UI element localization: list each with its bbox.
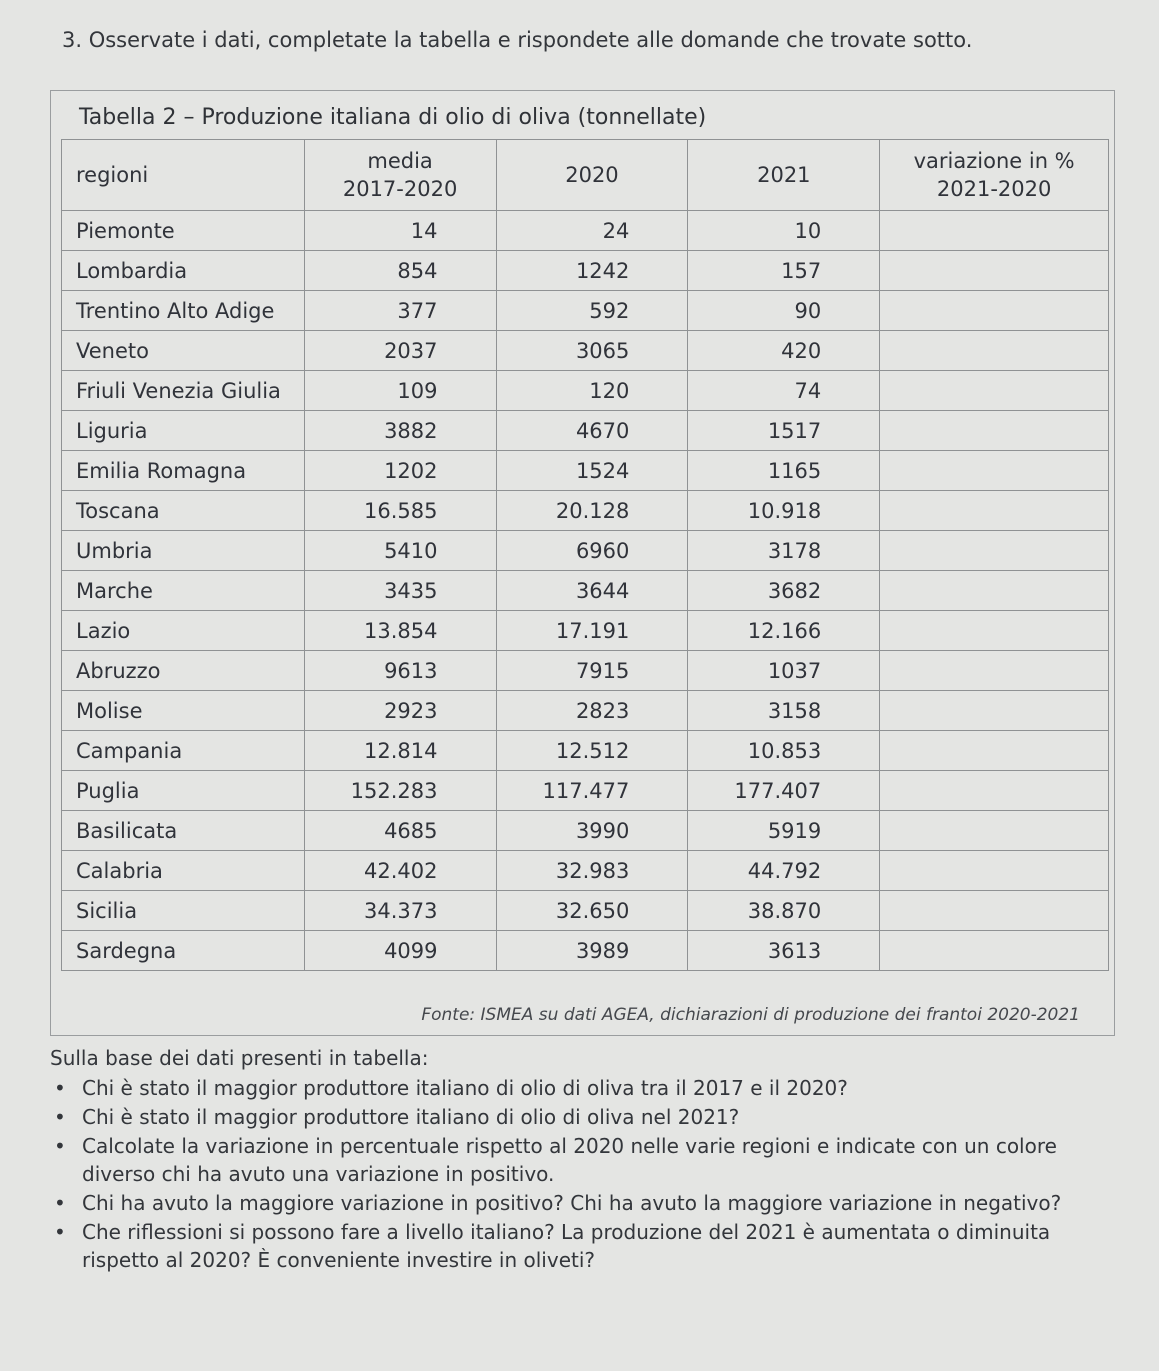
cell-region: Lombardia [62,251,305,291]
cell-2020: 3644 [496,571,688,611]
cell-region: Toscana [62,491,305,531]
cell-variazione[interactable] [880,691,1109,731]
header-media-line1: media [367,149,433,173]
cell-media: 34.373 [304,891,496,931]
cell-media: 1202 [304,451,496,491]
header-2020: 2020 [496,140,688,211]
cell-2020: 24 [496,211,688,251]
cell-region: Veneto [62,331,305,371]
cell-2020: 2823 [496,691,688,731]
cell-2020: 1242 [496,251,688,291]
table-row [62,771,1109,811]
question-text: Calcolate la variazione in percentuale rispetto al 2020 nelle varie regioni e indicate con un colore diverso chi ha avuto una variazione in positivo. [82,1134,1057,1186]
cell-2020: 32.983 [496,851,688,891]
table-sheet [50,90,1115,1036]
cell-2020: 12.512 [496,731,688,771]
cell-2020: 3065 [496,331,688,371]
cell-media: 9613 [304,651,496,691]
cell-region: Marche [62,571,305,611]
cell-variazione[interactable] [880,451,1109,491]
cell-2020: 17.191 [496,611,688,651]
bullet-icon: • [54,1220,66,1244]
header-variazione-line1: variazione in % [913,149,1075,173]
cell-2021: 3178 [688,531,880,571]
table-row [62,651,1109,691]
cell-variazione[interactable] [880,651,1109,691]
bullet-icon: • [54,1105,66,1129]
cell-2021: 1517 [688,411,880,451]
cell-2020: 1524 [496,451,688,491]
cell-media: 3435 [304,571,496,611]
cell-variazione[interactable] [880,371,1109,411]
cell-region: Friuli Venezia Giulia [62,371,305,411]
table-row [62,251,1109,291]
cell-media: 4099 [304,931,496,971]
question-item [54,1189,1110,1217]
cell-variazione[interactable] [880,411,1109,451]
cell-media: 854 [304,251,496,291]
question-item [54,1132,1110,1188]
cell-variazione[interactable] [880,811,1109,851]
cell-variazione[interactable] [880,491,1109,531]
cell-2021: 3158 [688,691,880,731]
bullet-icon: • [54,1134,66,1158]
cell-media: 2923 [304,691,496,731]
cell-region: Molise [62,691,305,731]
cell-region: Umbria [62,531,305,571]
cell-2021: 10 [688,211,880,251]
cell-variazione[interactable] [880,571,1109,611]
table-source: Fonte: ISMEA su dati AGEA, dichiarazioni di produzione dei frantoi 2020-2021 [421,1005,1080,1025]
cell-media: 16.585 [304,491,496,531]
header-media [304,140,496,211]
cell-variazione[interactable] [880,771,1109,811]
cell-2021: 38.870 [688,891,880,931]
questions-intro: Sulla base dei dati presenti in tabella: [50,1046,429,1070]
bullet-icon: • [54,1191,66,1215]
cell-media: 14 [304,211,496,251]
table-row [62,211,1109,251]
table-row [62,851,1109,891]
cell-region: Piemonte [62,211,305,251]
header-2021: 2021 [688,140,880,211]
table-row [62,291,1109,331]
table-row [62,331,1109,371]
cell-media: 3882 [304,411,496,451]
cell-2021: 177.407 [688,771,880,811]
cell-2021: 12.166 [688,611,880,651]
cell-2021: 3682 [688,571,880,611]
cell-2021: 90 [688,291,880,331]
cell-2021: 420 [688,331,880,371]
table-row [62,891,1109,931]
table-body [62,211,1109,971]
cell-2020: 7915 [496,651,688,691]
cell-2020: 117.477 [496,771,688,811]
table-row [62,491,1109,531]
table-row [62,411,1109,451]
question-text: Chi è stato il maggior produttore italiano di olio di oliva tra il 2017 e il 2020? [82,1076,848,1100]
exercise-instruction: 3. Osservate i dati, completate la tabella e rispondete alle domande che trovate sotto. [62,28,973,52]
cell-region: Campania [62,731,305,771]
cell-2020: 3990 [496,811,688,851]
cell-2021: 3613 [688,931,880,971]
cell-2020: 20.128 [496,491,688,531]
cell-variazione[interactable] [880,851,1109,891]
cell-2020: 592 [496,291,688,331]
cell-2020: 32.650 [496,891,688,931]
cell-media: 109 [304,371,496,411]
table-row [62,731,1109,771]
cell-2021: 10.853 [688,731,880,771]
cell-media: 5410 [304,531,496,571]
question-text: Chi è stato il maggior produttore italiano di olio di oliva nel 2021? [82,1105,740,1129]
table-row [62,371,1109,411]
cell-2020: 4670 [496,411,688,451]
cell-variazione[interactable] [880,251,1109,291]
cell-region: Abruzzo [62,651,305,691]
header-media-line2: 2017-2020 [342,177,458,201]
cell-2021: 44.792 [688,851,880,891]
cell-2021: 157 [688,251,880,291]
cell-variazione[interactable] [880,611,1109,651]
cell-media: 42.402 [304,851,496,891]
table-row [62,811,1109,851]
cell-2021: 1037 [688,651,880,691]
table-row [62,691,1109,731]
cell-2020: 120 [496,371,688,411]
cell-region: Puglia [62,771,305,811]
cell-2020: 6960 [496,531,688,571]
cell-2021: 5919 [688,811,880,851]
cell-2021: 74 [688,371,880,411]
cell-region: Trentino Alto Adige [62,291,305,331]
question-item [54,1074,1110,1102]
cell-variazione[interactable] [880,331,1109,371]
cell-2020: 3989 [496,931,688,971]
cell-region: Lazio [62,611,305,651]
table-row [62,931,1109,971]
cell-region: Calabria [62,851,305,891]
table-row [62,571,1109,611]
cell-variazione[interactable] [880,291,1109,331]
header-variazione-line2: 2021-2020 [936,177,1052,201]
question-item [54,1218,1110,1274]
question-text: Chi ha avuto la maggiore variazione in positivo? Chi ha avuto la maggiore variazione in negativo? [82,1191,1062,1215]
cell-variazione[interactable] [880,891,1109,931]
cell-media: 12.814 [304,731,496,771]
questions-list [50,1074,1110,1274]
bullet-icon: • [54,1076,66,1100]
question-item [54,1103,1110,1131]
table-header-row [62,140,1109,211]
cell-variazione[interactable] [880,931,1109,971]
cell-region: Sicilia [62,891,305,931]
header-regioni: regioni [62,140,305,211]
questions-section [50,1044,1110,1275]
production-table [61,139,1109,971]
cell-media: 152.283 [304,771,496,811]
cell-media: 2037 [304,331,496,371]
cell-region: Emilia Romagna [62,451,305,491]
cell-2021: 10.918 [688,491,880,531]
question-text: Che riflessioni si possono fare a livello italiano? La produzione del 2021 è aumentata o diminuita rispetto al 2020? È conveniente investire in oliveti? [82,1220,1051,1272]
cell-media: 4685 [304,811,496,851]
cell-variazione[interactable] [880,731,1109,771]
cell-variazione[interactable] [880,211,1109,251]
cell-2021: 1165 [688,451,880,491]
table-row [62,531,1109,571]
table-row [62,611,1109,651]
header-variazione [880,140,1109,211]
table-title: Tabella 2 – Produzione italiana di olio di oliva (tonnellate) [79,105,707,130]
cell-media: 377 [304,291,496,331]
table-row [62,451,1109,491]
cell-region: Basilicata [62,811,305,851]
cell-media: 13.854 [304,611,496,651]
cell-region: Sardegna [62,931,305,971]
cell-region: Liguria [62,411,305,451]
cell-variazione[interactable] [880,531,1109,571]
